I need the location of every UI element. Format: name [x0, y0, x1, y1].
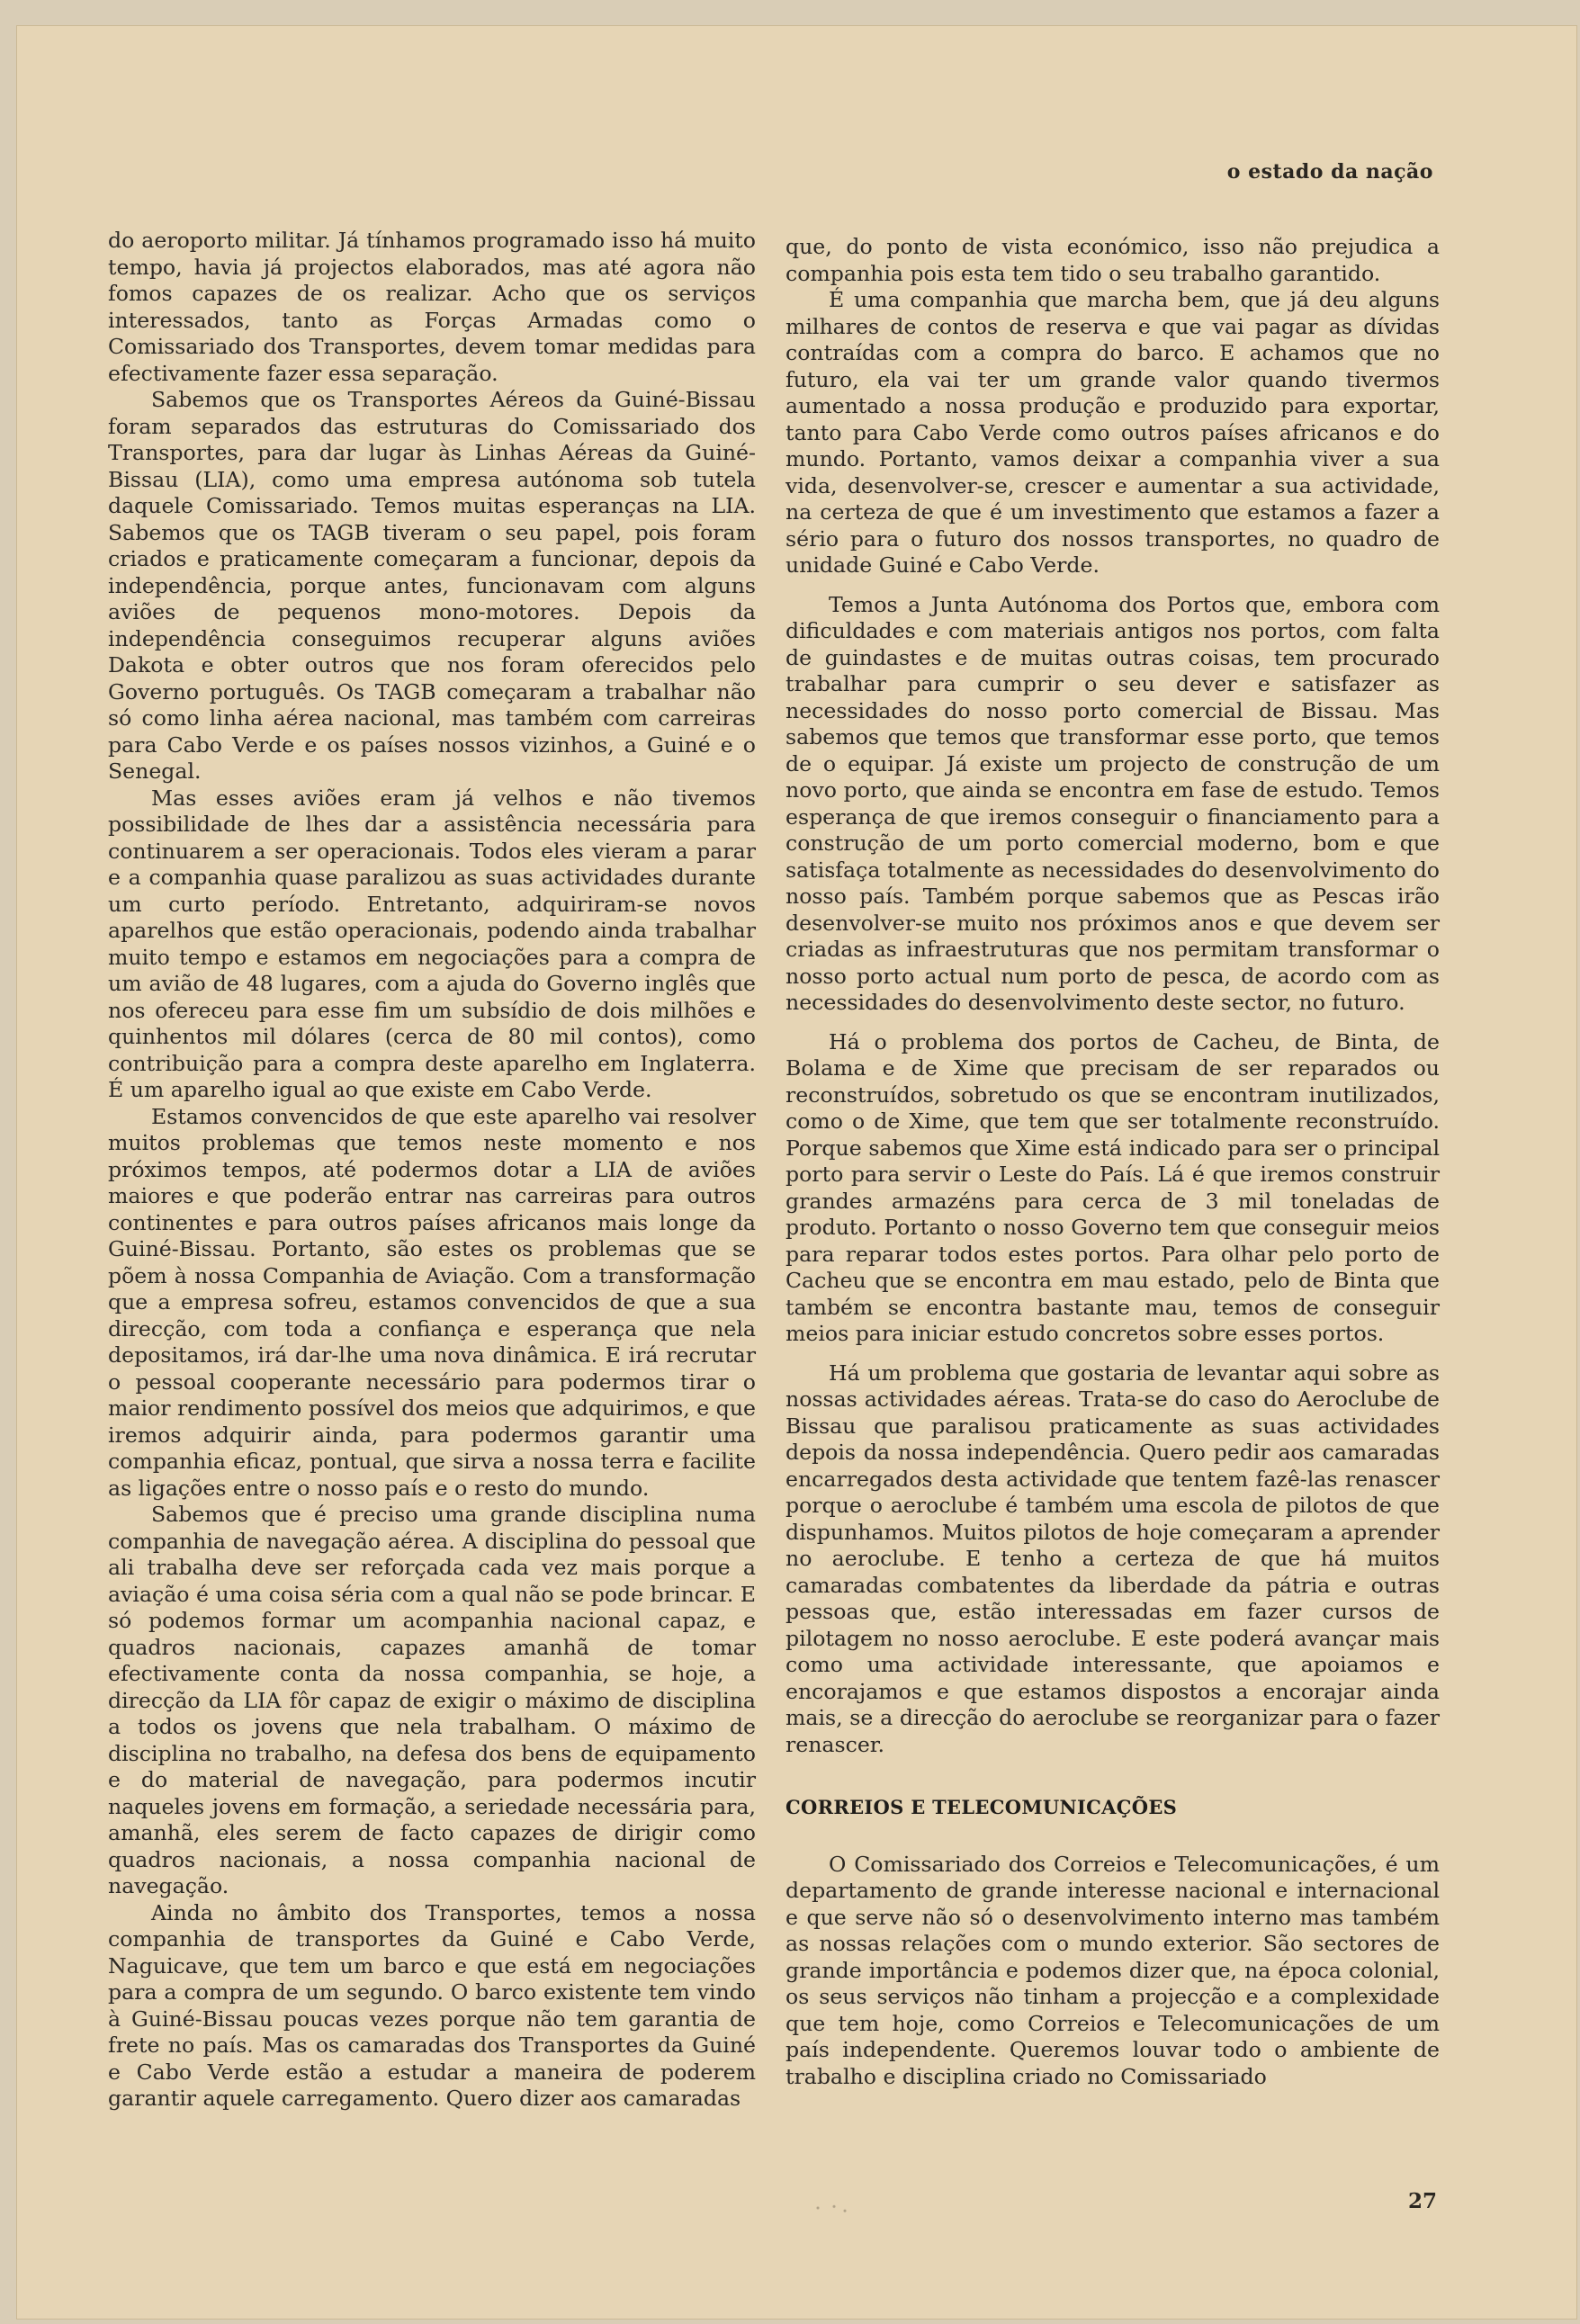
- paragraph: Temos a Junta Autónoma dos Portos que, embora com dificuldades e com materiais antigos nos portos, com falta de guindastes e de muitas outras coisas, tem procurado trabalhar para cumprir o seu dever e satisfazer as necessidades do nosso porto comercial de Bissau. Mas sabemos que temos que transformar esse porto, que temos de o equipar. Já existe um projecto de construção de um novo porto, que ainda se encontra em fase de estudo. Temos esperança de que iremos conseguir o financiamento para a construção de um porto comercial moderno, bom e que satisfaça totalmente as necessidades do desenvolvimento do nosso país. Também porque sabemos que as Pescas irão desenvolver-se muito nos próximos anos e que devem ser criadas as infraestruturas que nos permitam transformar o nosso porto actual num porto de pesca, de acordo com as necessidades do desenvolvimento deste sector, no futuro.: [786, 591, 1440, 1015]
- paragraph: Sabemos que é preciso uma grande disciplina numa companhia de navegação aérea. A disciplina do pessoal que ali trabalha deve ser reforçada cada vez mais porque a aviação é uma coisa séria com a qual não se pode brincar. E só podemos formar um acompanhia nacional capaz, e quadros nacionais, capazes amanhã de tomar efectivamente conta da nossa companhia, se hoje, a direcção da LIA fôr capaz de exigir o máximo de disciplina a todos os jovens que nela trabalham. O máximo de disciplina no trabalho, na defesa dos bens de equipamento e do material de navegação, para podermos incutir naqueles jovens em formação, a seriedade necessária para, amanhã, eles serem de facto capazes de dirigir como quadros nacionais, a nossa companhia nacional de navegação.: [108, 1502, 756, 1898]
- paragraph: Mas esses aviões eram já velhos e não tivemos possibilidade de lhes dar a assistência necessária para continuarem a ser operacionais. Todos eles vieram a parar e a companhia quase paralizou as suas actividades durante um curto período. Entretanto, adquiriram-se novos aparelhos que estão operacionais, podendo ainda trabalhar muito tempo e estamos em negociações para a compra de um avião de 48 lugares, com a ajuda do Governo inglês que nos ofereceu para esse fim um subsídio de dois milhões e quinhentos mil dólares (cerca de 80 mil contos), como contribuição para a compra deste aparelho em Inglaterra. É um aparelho igual ao que existe em Cabo Verde.: [108, 785, 756, 1102]
- paragraph: O Comissariado dos Correios e Telecomunicações, é um departamento de grande interesse nacional e internacional e que serve não só o desenvolvimento interno mas também as nossas relações com o mundo exterior. São sectores de grande importância e podemos dizer que, na época colonial, os seus serviços não tinham a projecção e a complexidade que tem hoje, como Correios e Telecomunicações de um país independente. Queremos louvar todo o ambiente de trabalho e disciplina criado no Comissariado: [786, 1851, 1440, 2089]
- paragraph: que, do ponto de vista económico, isso não prejudica a companhia pois esta tem tido o seu trabalho garantido.: [786, 234, 1440, 286]
- paragraph: Estamos convencidos de que este aparelho vai resolver muitos problemas que temos neste momento e nos próximos tempos, até podermos dotar a LIA de aviões maiores e que poderão entrar nas carreiras para outros continentes e para outros países africanos mais longe da Guiné-Bissau. Portanto, são estes os problemas que se põem à nossa Companhia de Aviação. Com a transformação que a empresa sofreu, estamos convencidos de que a sua direcção, com toda a confiança e esperança que nela depositamos, irá dar-lhe uma nova dinâmica. E irá recrutar o pessoal cooperante necessário para podermos tirar o maior rendimento possível dos meios que adquirimos, e que iremos adquirir ainda, para podermos garantir uma companhia eficaz, pontual, que sirva a nossa terra e facilite as ligações entre o nosso país e o resto do mundo.: [108, 1103, 756, 1501]
- paragraph: Há o problema dos portos de Cacheu, de Binta, de Bolama e de Xime que precisam de ser reparados ou reconstruídos, sobretudo os que se encontram inutilizados, como o de Xime, que tem que ser totalmente reconstruído. Porque sabemos que Xime está indicado para ser o principal porto para servir o Leste do País. Lá é que iremos construir grandes armazéns para cerca de 3 mil toneladas de produto. Portanto o nosso Governo tem que conseguir meios para reparar todos estes portos. Para olhar pelo porto de Cacheu que se encontra em mau estado, pelo de Binta que também se encontra bastante mau, temos de conseguir meios para iniciar estudo concretos sobre esses portos.: [786, 1028, 1440, 1346]
- left-column: [108, 228, 756, 2113]
- running-header: o estado da nação: [1226, 160, 1433, 184]
- page-number: 27: [1407, 2189, 1437, 2213]
- section-heading: CORREIOS E TELECOMUNICAÇÕES: [786, 1796, 1178, 1818]
- paragraph: Sabemos que os Transportes Aéreos da Guiné-Bissau foram separados das estruturas do Comissariado dos Transportes, para dar lugar às Linhas Aéreas da Guiné-Bissau (LIA), como uma empresa autónoma sob tutela daquele Comissariado. Temos muitas esperanças na LIA. Sabemos que os TAGB tiveram o seu papel, pois foram criados e praticamente começaram a funcionar, depois da independência, porque antes, funcionavam com alguns aviões de pequenos mono-motores. Depois da independência conseguimos recuperar alguns aviões Dakota e obter outros que nos foram oferecidos pelo Governo português. Os TAGB começaram a trabalhar não só como linha aérea nacional, mas também com carreiras para Cabo Verde e os países nossos vizinhos, a Guiné e o Senegal.: [108, 387, 756, 784]
- magazine-page: [16, 25, 1577, 2320]
- print-speckle: [802, 2201, 856, 2215]
- paragraph: do aeroporto militar. Já tínhamos programado isso há muito tempo, havia já projectos elaborados, mas até agora não fomos capazes de os realizar. Acho que os serviços interessados, tanto as Forças Armadas como o Comissariado dos Transportes, devem tomar medidas para efectivamente fazer essa separação.: [108, 228, 756, 386]
- paragraph: É uma companhia que marcha bem, que já deu alguns milhares de contos de reserva e que vai pagar as dívidas contraídas com a compra do barco. E achamos que no futuro, ela vai ter um grande valor quando tivermos aumentado a nossa produção e produzido para exportar, tanto para Cabo Verde como outros países africanos e do mundo. Portanto, vamos deixar a companhia viver a sua vida, desenvolver-se, crescer e aumentar a sua actividade, na certeza de que é um investimento que estamos a fazer a sério para o futuro dos nossos transportes, no quadro de unidade Guiné e Cabo Verde.: [786, 287, 1440, 578]
- paragraph: Há um problema que gostaria de levantar aqui sobre as nossas actividades aéreas. Trata-se do caso do Aeroclube de Bissau que paralisou praticamente as suas actividades depois da nossa independência. Quero pedir aos camaradas encarregados desta actividade que tentem fazê-las renascer porque o aeroclube é também uma escola de pilotos de que dispunhamos. Muitos pilotos de hoje começaram a aprender no aeroclube. E tenho a certeza de que há muitos camaradas combatentes da liberdade da pátria e outras pessoas que, estão interessadas em fazer cursos de pilotagem no nosso aeroclube. E este poderá avançar mais como uma actividade interessante, que apoiamos e encorajamos e que estamos dispostos a encorajar ainda mais, se a direcção do aeroclube se reorganizar para o fazer renascer.: [786, 1359, 1440, 1757]
- right-column: [786, 234, 1440, 2090]
- paragraph: Ainda no âmbito dos Transportes, temos a nossa companhia de transportes da Guiné e Cabo Verde, Naguicave, que tem um barco e que está em negociações para a compra de um segundo. O barco existente tem vindo à Guiné-Bissau poucas vezes porque não tem garantia de frete no país. Mas os camaradas dos Transportes da Guiné e Cabo Verde estão a estudar a maneira de poderem garantir aquele carregamento. Quero dizer aos camaradas: [108, 1899, 756, 2111]
